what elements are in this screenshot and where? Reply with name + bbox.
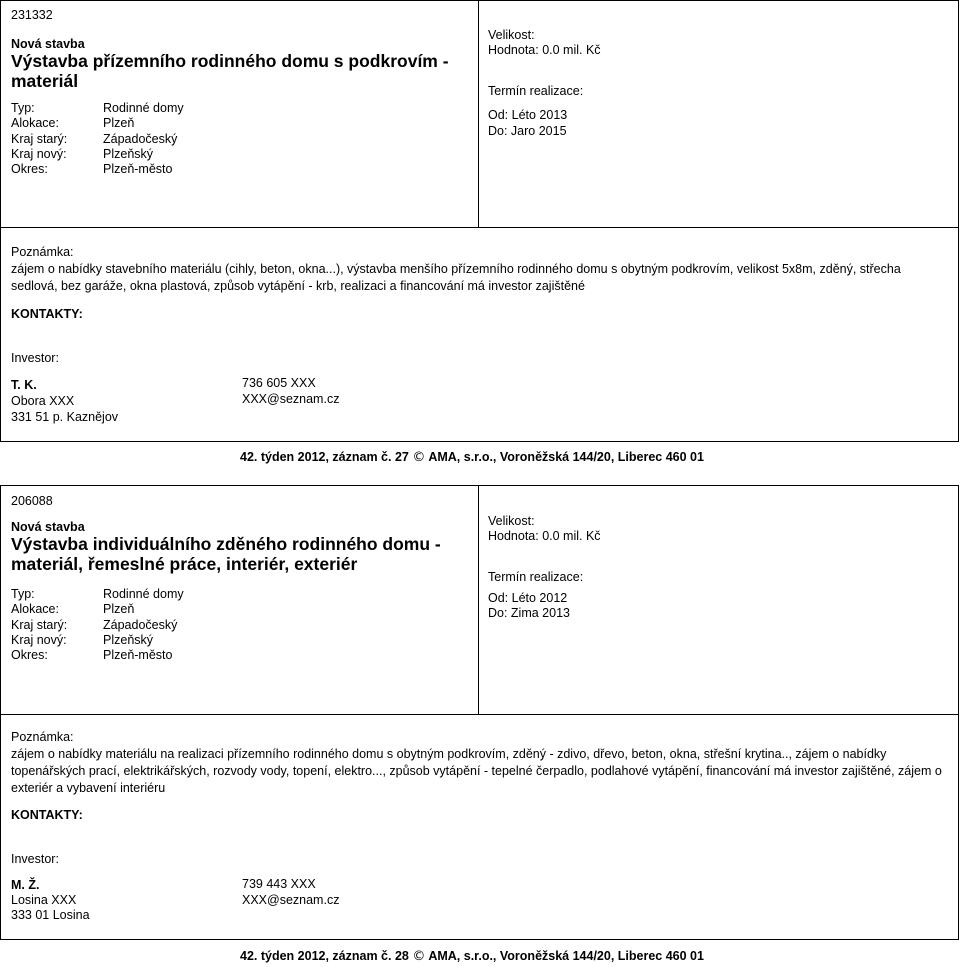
investor-phone: 736 605 XXX	[242, 376, 316, 390]
field-region-old: Kraj starý: Západočeský	[11, 131, 178, 146]
field-allocation: Alokace: Plzeň	[11, 116, 135, 131]
investor-address-line2: 333 01 Losina	[11, 908, 90, 922]
field-type: Typ: Rodinné domy	[11, 101, 184, 115]
term-label: Termín realizace:	[488, 84, 584, 98]
record-id: 206088	[11, 494, 53, 508]
term-to: Do: Zima 2013	[488, 606, 570, 620]
record-title: Výstavba individuálního zděného rodinného domu - materiál, řemeslné práce, interiér, exteriér	[11, 534, 441, 574]
field-allocation: Alokace: Plzeň	[11, 602, 135, 617]
record-detail-box	[0, 227, 959, 442]
size-label: Velikost:	[488, 28, 535, 42]
column-divider	[478, 0, 479, 228]
investor-address-line1: Obora XXX	[11, 394, 75, 408]
investor-name: M. Ž.	[11, 878, 40, 892]
footer-company: AMA, s.r.o., Voroněžská 144/20, Liberec 460 01	[428, 949, 704, 963]
field-region-new: Kraj nový: Plzeňský	[11, 146, 154, 161]
size-value: Hodnota: 0.0 mil. Kč	[488, 43, 601, 57]
contacts-heading: KONTAKTY:	[11, 307, 83, 321]
contacts-heading: KONTAKTY:	[11, 808, 83, 822]
note-label: Poznámka:	[11, 730, 74, 744]
investor-label: Investor:	[11, 852, 59, 866]
term-from: Od: Léto 2013	[488, 108, 568, 122]
term-from: Od: Léto 2012	[488, 591, 568, 605]
record-footer	[240, 949, 704, 964]
investor-phone: 739 443 XXX	[242, 877, 316, 891]
record-category: Nová stavba	[11, 520, 85, 534]
column-divider	[478, 485, 479, 715]
record-card	[0, 485, 960, 967]
field-district: Okres: Plzeň-město	[11, 648, 173, 663]
record-card	[0, 0, 960, 470]
field-district: Okres: Plzeň-město	[11, 162, 173, 177]
investor-email[interactable]: XXX@seznam.cz	[242, 392, 340, 406]
size-value: Hodnota: 0.0 mil. Kč	[488, 529, 601, 543]
field-region-old: Kraj starý: Západočeský	[11, 617, 178, 632]
record-category: Nová stavba	[11, 37, 85, 51]
record-title: Výstavba přízemního rodinného domu s podkrovím - materiál	[11, 51, 449, 91]
investor-name: T. K.	[11, 378, 37, 392]
note-text: zájem o nabídky stavebního materiálu (cihly, beton, okna...), výstavba menšího přízemního rodinného domu s obytným podkrovím, velikost 5x8m, zděný, střecha sedlová, bez garáže, okna plastová, způsob vytápění - krb, realizaci a financování má investor zajištěné	[11, 262, 901, 293]
copyright-icon: ©	[412, 949, 426, 964]
record-fields	[11, 587, 184, 663]
record-fields	[11, 101, 184, 177]
term-label: Termín realizace:	[488, 570, 584, 584]
investor-email[interactable]: XXX@seznam.cz	[242, 893, 340, 907]
copyright-icon: ©	[412, 450, 426, 465]
investor-label: Investor:	[11, 351, 59, 365]
footer-company: AMA, s.r.o., Voroněžská 144/20, Liberec 460 01	[428, 450, 704, 464]
footer-week-record: 42. týden 2012, záznam č. 27	[240, 450, 409, 464]
size-label: Velikost:	[488, 514, 535, 528]
footer-week-record: 42. týden 2012, záznam č. 28	[240, 949, 409, 963]
record-footer	[240, 450, 704, 465]
note-text: zájem o nabídky materiálu na realizaci přízemního rodinného domu s obytným podkrovím, zděný - zdivo, dřevo, beton, okna, střešní krytina.., zájem o nabídky topenářských prací, elektrikářských, rozvody vody, topení, elektro..., způsob vytápění - tepelné čerpadlo, podlahové vytápění, financování má investor zajištěné, zájem o exteriér a vybavení interiéru	[11, 747, 942, 795]
investor-address-line1: Losina XXX	[11, 893, 77, 907]
record-id: 231332	[11, 8, 53, 22]
investor-address-line2: 331 51 p. Kaznějov	[11, 410, 119, 424]
field-region-new: Kraj nový: Plzeňský	[11, 632, 154, 647]
note-label: Poznámka:	[11, 245, 74, 259]
field-type: Typ: Rodinné domy	[11, 587, 184, 601]
term-to: Do: Jaro 2015	[488, 124, 567, 138]
